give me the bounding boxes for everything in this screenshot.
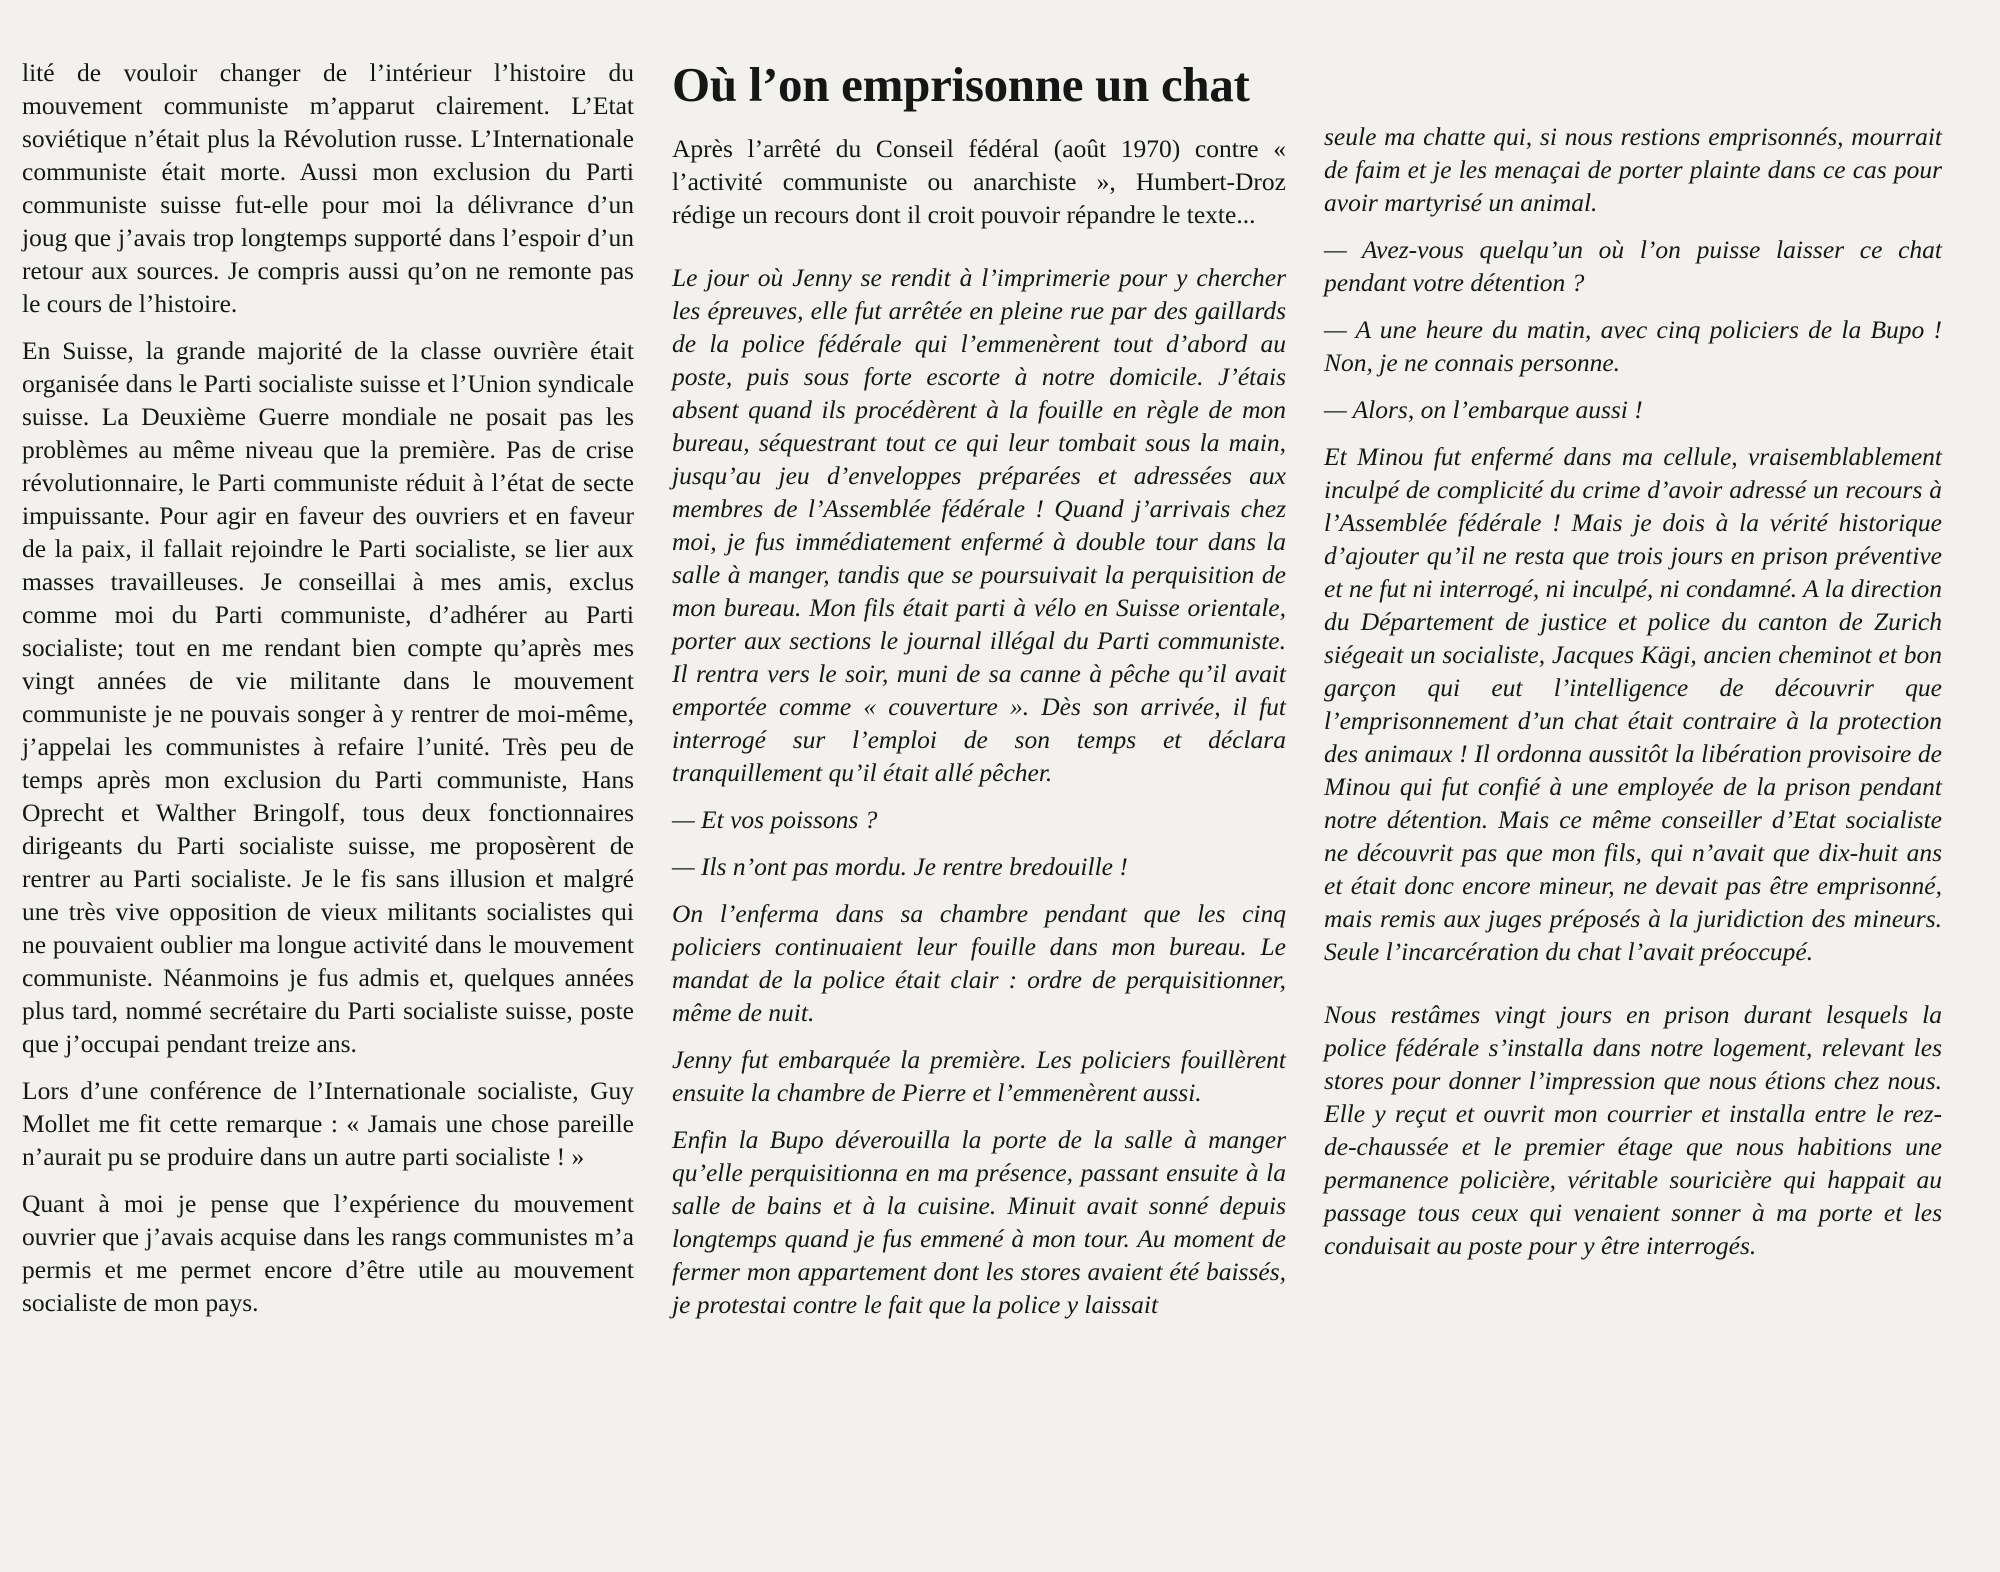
dialogue-line: — Et vos poissons ? [672, 805, 878, 834]
column-middle [672, 56, 1286, 1335]
paragraph: Jenny fut embarquée la première. Les policiers fouillèrent ensuite la chambre de Pierre et l’emmenèrent aussi. [672, 1045, 1286, 1107]
paragraph: lité de vouloir changer de l’intérieur l’histoire du mouvement communiste m’apparut clairement. L’Etat soviétique n’était plus la Révolution russe. L’Internationale communiste était morte. Aussi mon exclusion du Parti communiste suisse fut-elle pour moi la délivrance d’un joug que j’avais trop longtemps supporté dans l’espoir d’un retour aux sources. Je compris aussi qu’on ne remonte pas le cours de l’histoire. [22, 58, 634, 318]
paragraph: Lors d’une conférence de l’Internationale socialiste, Guy Mollet me fit cette remarque : « Jamais une chose pareille n’aurait pu se produire dans un autre parti socialiste ! » [22, 1076, 634, 1171]
article-title: Où l’on emprisonne un chat [672, 57, 1250, 112]
dialogue-line: — Alors, on l’embarque aussi ! [1324, 395, 1643, 424]
dialogue-line: — Ils n’ont pas mordu. Je rentre bredouille ! [672, 852, 1128, 881]
dialogue-line: — Avez-vous quelqu’un où l’on puisse laisser ce chat pendant votre détention ? [1324, 235, 1942, 297]
dialogue-line: — A une heure du matin, avec cinq policiers de la Bupo ! Non, je ne connais personne. [1324, 315, 1942, 377]
paragraph: seule ma chatte qui, si nous restions emprisonnés, mourrait de faim et je les menaçai de porter plainte dans ce cas pour avoir martyrisé un animal. [1324, 122, 1942, 217]
article-intro: Après l’arrêté du Conseil fédéral (août 1970) contre « l’activité communiste ou anarchiste », Humbert-Droz rédige un recours dont il croit pouvoir répandre le texte... [672, 134, 1286, 229]
column-left [22, 56, 634, 1333]
paragraph: Le jour où Jenny se rendit à l’imprimerie pour y chercher les épreuves, elle fut arrêtée en pleine rue par des gaillards de la police fédérale qui l’emmenèrent tout d’abord au poste, puis sous forte escorte à notre domicile. J’étais absent quand ils procédèrent à la fouille en règle de mon bureau, séquestrant tout ce qui leur tombait sous la main, jusqu’au jeu d’enveloppes préparées et adressées aux membres de l’Assemblée fédérale ! Quand j’arrivais chez moi, je fus immédiatement enfermé à double tour dans la salle à manger, tandis que se poursuivait la perquisition de mon bureau. Mon fils était parti à vélo en Suisse orientale, porter aux sections le journal illégal du Parti communiste. Il rentra vers le soir, muni de sa canne à pêche qu’il avait emportée comme « couverture ». Dès son arrivée, il fut interrogé sur l’emploi de son temps et déclara tranquillement qu’il était allé pêcher. [672, 263, 1286, 787]
paragraph: Enfin la Bupo déverouilla la porte de la salle à manger qu’elle perquisitionna en ma présence, passant ensuite à la salle de bains et à la cuisine. Minuit avait sonné depuis longtemps quand je fus emmené à mon tour. Au moment de fermer mon appartement dont les stores avaient été baissés, je protestai contre le fait que la police y laissait [672, 1125, 1286, 1319]
paragraph: Nous restâmes vingt jours en prison durant lesquels la police fédérale s’installa dans notre logement, relevant les stores pour donner l’impression que nous étions chez nous. Elle y reçut et ouvrit mon courrier et installa entre le rez-de-chaussée et le premier étage que nous habitions une permanence policière, véritable souricière qui happait au passage tous ceux qui venaient sonner à ma porte et les conduisait au poste pour y être interrogés. [1324, 1000, 1942, 1260]
paragraph: En Suisse, la grande majorité de la classe ouvrière était organisée dans le Parti socialiste suisse et l’Union syndicale suisse. La Deuxième Guerre mondiale ne posait pas les problèmes au même niveau que la première. Pas de crise révolutionnaire, le Parti communiste réduit à l’état de secte impuissante. Pour agir en faveur des ouvriers et en faveur de la paix, il fallait rejoindre le Parti socialiste, se lier aux masses travailleuses. Je conseillai à mes amis, exclus comme moi du Parti communiste, d’adhérer au Parti socialiste; tout en me rendant bien compte qu’après mes vingt années de vie militante dans le mouvement communiste je ne pouvais songer à y rentrer de moi-même, j’appelai les communistes à refaire l’unité. Très peu de temps après mon exclusion du Parti communiste, Hans Oprecht et Walther Bringolf, tous deux fonctionnaires dirigeants du Parti socialiste suisse, me proposèrent de rentrer au Parti socialiste. Je le fis sans illusion et malgré une très vive opposition de vieux militants socialistes qui ne pouvaient oublier ma longue activité dans le mouvement communiste. Néanmoins je fus admis et, quelques années plus tard, nommé secrétaire du Parti socialiste suisse, poste que j’occupai pendant treize ans. [22, 336, 634, 1058]
column-right [1324, 120, 1942, 1276]
paragraph: Et Minou fut enfermé dans ma cellule, vraisemblablement inculpé de complicité du crime d’avoir adressé un recours à l’Assemblée fédérale ! Mais je dois à la vérité historique d’ajouter qu’il ne resta que trois jours en prison préventive et ne fut ni interrogé, ni inculpé, ni condamné. A la direction du Département de justice et police du canton de Zurich siégeait un socialiste, Jacques Kägi, ancien cheminot et bon garçon qui eut l’intelligence de découvrir que l’emprisonnement d’un chat était contraire à la protection des animaux ! Il ordonna aussitôt la libération provisoire de Minou qui fut confié à une employée de la prison pendant notre détention. Mais ce même conseiller d’Etat socialiste ne découvrit pas que mon fils, qui n’avait que dix-huit ans et était donc encore mineur, ne devait pas être emprisonné, mais remis aux juges préposés à la juridiction des mineurs. Seule l’incarcération du chat l’avait préoccupé. [1324, 442, 1942, 966]
paragraph: On l’enferma dans sa chambre pendant que les cinq policiers continuaient leur fouille dans mon bureau. Le mandat de la police était clair : ordre de perquisitionner, même de nuit. [672, 899, 1286, 1027]
paragraph: Quant à moi je pense que l’expérience du mouvement ouvrier que j’avais acquise dans les rangs communistes m’a permis et me permet encore d’être utile au mouvement socialiste de mon pays. [22, 1189, 634, 1317]
